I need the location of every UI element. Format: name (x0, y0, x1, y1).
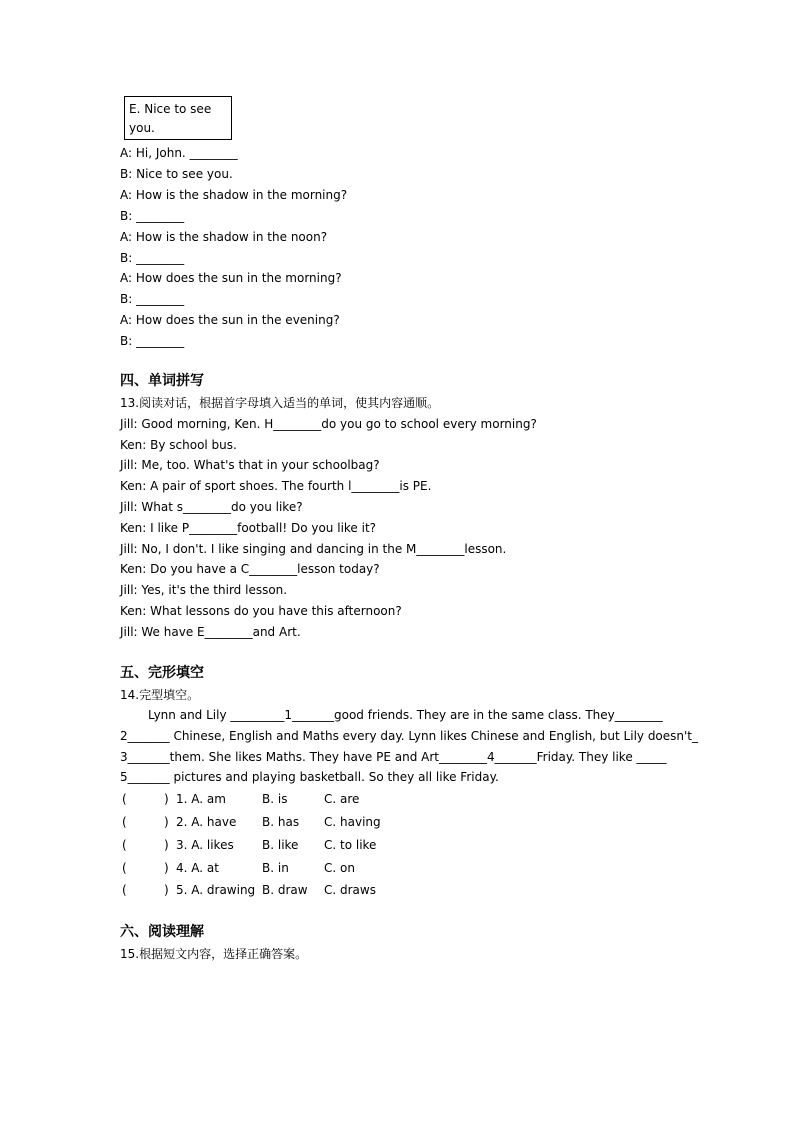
answer-paren-open[interactable]: ( (122, 815, 127, 829)
dialogue-line: A: How does the sun in the evening? (120, 313, 340, 327)
cloze-passage-line: 5_______ pictures and playing basketball. So they all like Friday. (120, 770, 499, 784)
dialogue-line: A: Hi, John. ________ (120, 146, 238, 160)
answer-paren-open[interactable]: ( (122, 861, 127, 875)
cloze-passage-line: 3_______them. She likes Maths. They have PE and Art________4_______Friday. They like _____ (120, 750, 667, 764)
dialogue-line: B: ________ (120, 251, 185, 265)
option-a: 2. A. have (176, 815, 237, 829)
option-a: 3. A. likes (176, 838, 234, 852)
dialogue-line: A: How is the shadow in the noon? (120, 230, 328, 244)
question-14-instruction: 14.完型填空。 (120, 688, 200, 702)
dialogue-line: Ken: A pair of sport shoes. The fourth l________is PE. (120, 479, 432, 493)
answer-paren-close: ) (164, 792, 169, 806)
dialogue-line: B: Nice to see you. (120, 167, 233, 181)
dialogue-line: A: How is the shadow in the morning? (120, 188, 348, 202)
section-heading-4: 四、单词拼写 (120, 373, 204, 389)
question-15-instruction: 15.根据短文内容，选择正确答案。 (120, 947, 308, 961)
answer-paren-close: ) (164, 861, 169, 875)
option-a: 5. A. drawing (176, 883, 256, 897)
cloze-passage-line: 2_______ Chinese, English and Maths every day. Lynn likes Chinese and English, but Lily doesn't_ (120, 729, 699, 743)
answer-paren-close: ) (164, 883, 169, 897)
dialogue-line: Ken: What lessons do you have this afternoon? (120, 604, 402, 618)
dialogue-line: B: ________ (120, 209, 185, 223)
dialogue-line: A: How does the sun in the morning? (120, 271, 342, 285)
option-b: B. is (262, 792, 288, 806)
option-b: B. has (262, 815, 300, 829)
option-b: B. like (262, 838, 299, 852)
answer-paren-close: ) (164, 838, 169, 852)
option-box-e-line1: E. Nice to see (129, 102, 212, 116)
option-b: B. draw (262, 883, 308, 897)
question-13-instruction: 13.阅读对话，根据首字母填入适当的单词，使其内容通顺。 (120, 396, 440, 410)
dialogue-line: B: ________ (120, 292, 185, 306)
option-c: C. are (324, 792, 360, 806)
answer-paren-open[interactable]: ( (122, 792, 127, 806)
option-c: C. on (324, 861, 355, 875)
cloze-passage-line: Lynn and Lily _________1_______good friends. They are in the same class. They________ (148, 708, 663, 722)
dialogue-line: Jill: Me, too. What's that in your schoolbag? (120, 458, 380, 472)
dialogue-line: Ken: By school bus. (120, 438, 237, 452)
dialogue-line: Jill: What s________do you like? (120, 500, 303, 514)
dialogue-line: Ken: I like P________football! Do you like it? (120, 521, 377, 535)
section-heading-5: 五、完形填空 (120, 665, 204, 681)
answer-paren-close: ) (164, 815, 169, 829)
section-heading-6: 六、阅读理解 (120, 924, 204, 940)
option-c: C. having (324, 815, 381, 829)
option-c: C. draws (324, 883, 376, 897)
dialogue-line: Jill: Good morning, Ken. H________do you go to school every morning? (120, 417, 537, 431)
option-b: B. in (262, 861, 289, 875)
dialogue-line: Ken: Do you have a C________lesson today? (120, 562, 380, 576)
answer-paren-open[interactable]: ( (122, 838, 127, 852)
dialogue-line: B: ________ (120, 334, 185, 348)
option-a: 4. A. at (176, 861, 219, 875)
answer-paren-open[interactable]: ( (122, 883, 127, 897)
option-box-e-line2: you. (129, 121, 155, 135)
dialogue-line: Jill: We have E________and Art. (120, 625, 301, 639)
dialogue-line: Jill: Yes, it's the third lesson. (120, 583, 288, 597)
option-c: C. to like (324, 838, 377, 852)
option-box-e (124, 96, 232, 140)
option-a: 1. A. am (176, 792, 226, 806)
dialogue-line: Jill: No, I don't. I like singing and dancing in the M________lesson. (120, 542, 507, 556)
